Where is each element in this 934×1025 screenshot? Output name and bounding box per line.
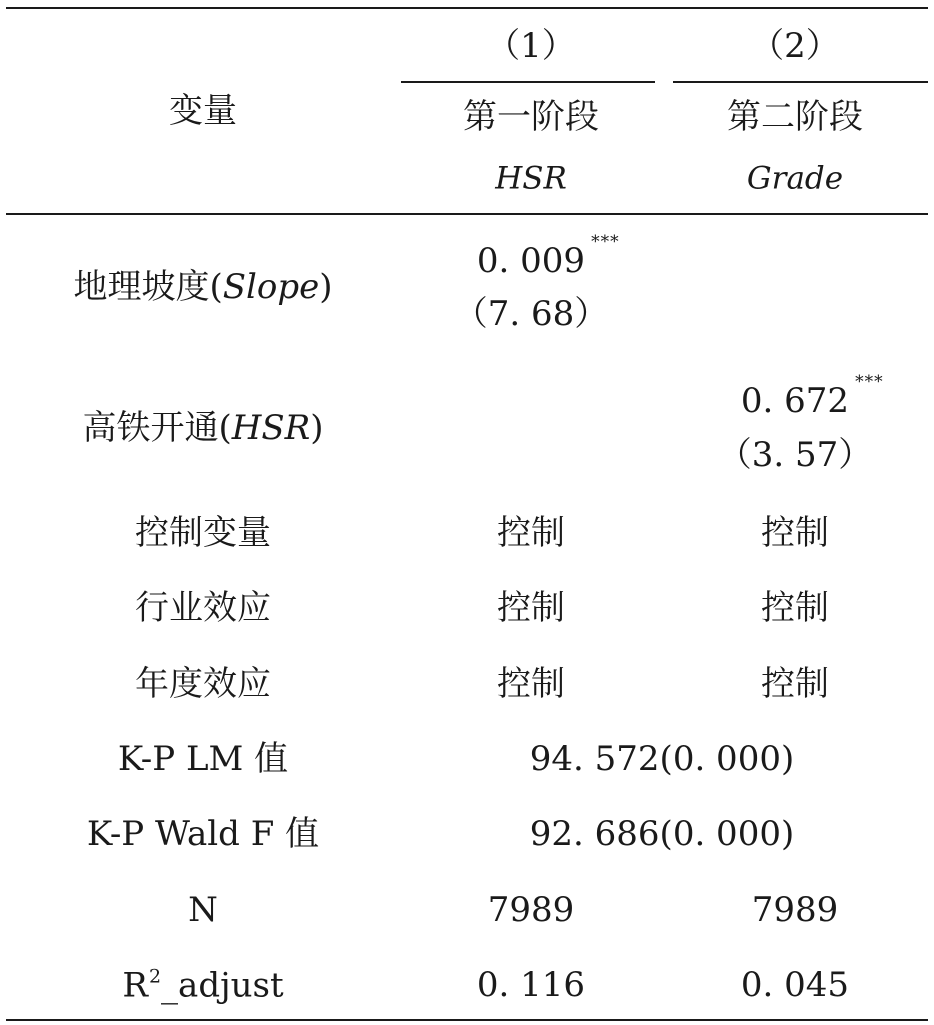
col2-dependent-variable: Grade [746,160,844,197]
col2-number: （2） [750,26,840,66]
kp-lm-value: 94. 572(0. 000) [529,739,795,779]
col1-stage: 第一阶段 [463,97,599,137]
r2-label-rest: _adjust [161,965,284,1006]
r2-label-base: R [122,965,148,1006]
top-rule [6,7,928,9]
row-label-controls: 控制变量 [135,513,271,553]
row-label-slope-italic: Slope [222,267,320,307]
header-rule [6,213,928,215]
controls-col1: 控制 [497,513,565,553]
hsr-significance-stars: *** [855,372,884,392]
row-label-year: 年度效应 [135,664,271,704]
hsr-coefficient-value: 0. 672 [740,381,850,421]
row-label-hsr [82,408,324,448]
slope-coefficient [476,232,620,281]
row-label-r2-adjust [122,965,284,1006]
row-label-hsr-prefix: 高铁开通( [82,408,232,448]
row-label-hsr-suffix: ) [310,408,324,448]
n-col1: 7989 [487,890,575,930]
industry-col2: 控制 [761,588,829,628]
bottom-rule [6,1019,928,1021]
year-col1: 控制 [497,664,565,704]
row-label-slope-suffix: ) [319,267,333,307]
col2-header-rule [673,81,928,83]
slope-coefficient-value: 0. 009 [476,241,586,281]
col2-stage: 第二阶段 [727,97,863,137]
slope-t-stat: （7. 68） [453,294,609,334]
row-label-kp-wald: K-P Wald F 值 [86,814,320,854]
r2-col1: 0. 116 [476,965,586,1005]
row-label-n: N [188,890,218,930]
controls-col2: 控制 [761,513,829,553]
n-col2: 7989 [751,890,839,930]
row-label-industry: 行业效应 [135,588,271,628]
col1-number: （1） [486,26,576,66]
col1-dependent-variable: HSR [495,160,567,197]
slope-significance-stars: *** [591,232,620,252]
kp-wald-value: 92. 686(0. 000) [529,814,795,854]
variable-header: 变量 [169,91,237,131]
row-label-hsr-italic: HSR [231,408,311,448]
hsr-coefficient [740,372,884,421]
row-label-slope [73,267,333,307]
hsr-t-stat: （3. 57） [717,435,873,475]
r2-col2: 0. 045 [740,965,850,1005]
industry-col1: 控制 [497,588,565,628]
row-label-slope-prefix: 地理坡度( [73,267,223,307]
col1-header-rule [401,81,655,83]
row-label-kp-lm: K-P LM 值 [117,739,289,779]
year-col2: 控制 [761,664,829,704]
r2-label-superscript: 2 [148,965,162,988]
